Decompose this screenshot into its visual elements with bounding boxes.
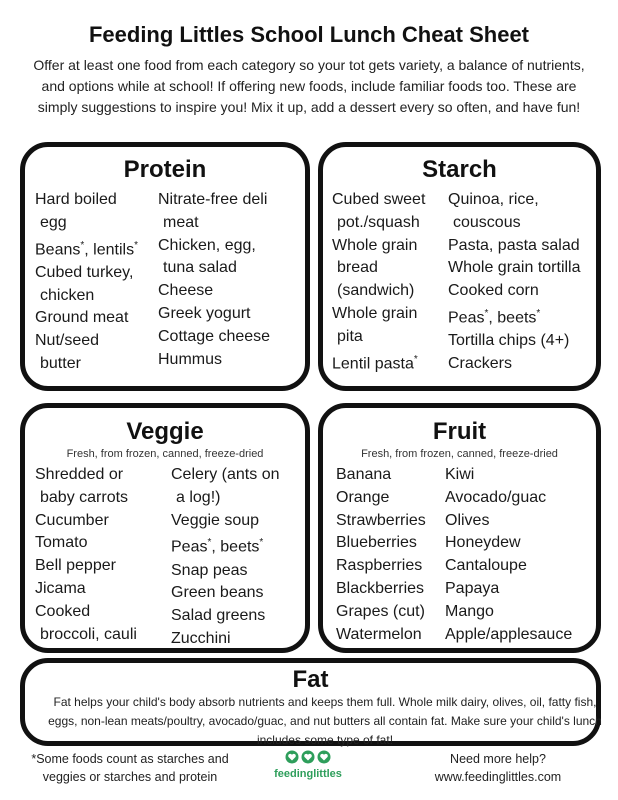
fruit-subtitle: Fresh, from frozen, canned, freeze-dried: [361, 448, 558, 460]
veggie-list-left: [35, 464, 137, 646]
heart-icon: [285, 750, 299, 764]
logo-text: feedinglittles: [274, 768, 342, 780]
fruit-box: [318, 403, 601, 653]
list-item: Celery (ants on: [171, 466, 280, 483]
list-item: Cucumber: [35, 511, 109, 529]
list-item-continuation: pita: [337, 327, 363, 345]
intro-text: Offer at least one food from each category so your tot gets variety, a balance of nutrients, and options while at school! If offering new foods, include familiar foods too. These are simply suggestions to inspire you! Mix it up, add a dessert every so often, and have fun!: [33, 57, 585, 115]
list-item: Olives: [445, 511, 490, 529]
fruit-title: Fruit: [432, 418, 487, 445]
list-item-continuation: baby carrots: [40, 488, 129, 506]
help-block: [398, 750, 598, 786]
list-item: Green beans: [171, 584, 264, 602]
list-item: Cantaloupe: [445, 557, 527, 575]
website-link[interactable]: www.feedinglittles.com: [434, 770, 562, 784]
list-item-continuation: meat: [163, 213, 199, 231]
list-item: Greek yogurt: [158, 304, 251, 322]
heart-icon: [317, 750, 331, 764]
page-title: Feeding Littles School Lunch Cheat Sheet: [88, 22, 530, 47]
protein-title: Protein: [123, 156, 207, 183]
list-item: Orange: [336, 488, 390, 506]
starch-box: [318, 142, 601, 391]
logo-icons: [268, 750, 348, 766]
veggie-box: [20, 403, 310, 653]
list-item: Raspberries: [336, 557, 423, 575]
fruit-list-right: [445, 464, 572, 646]
list-item-continuation: a log!): [176, 488, 221, 506]
list-item: Blackberries: [336, 579, 425, 597]
list-item: Whole grain: [332, 236, 418, 254]
list-item: Cubed turkey,: [35, 263, 134, 281]
list-item: Grapes (cut): [336, 602, 425, 620]
list-item: Honeydew: [445, 534, 521, 552]
list-item-continuation: bread: [337, 259, 378, 277]
list-item: Quinoa, rice,: [448, 191, 539, 208]
list-item: Cubed sweet: [332, 191, 426, 208]
list-item-continuation: pot./squash: [337, 213, 420, 231]
list-item: Kiwi: [445, 466, 475, 483]
protein-box: [20, 142, 310, 391]
list-item: Snap peas: [171, 561, 248, 579]
list-item: Whole grain tortilla: [448, 259, 581, 277]
list-item: Banana: [336, 466, 392, 483]
list-item: Bell pepper: [35, 557, 116, 575]
list-item: Avocado/guac: [445, 488, 547, 506]
list-item: Jicama: [35, 579, 86, 597]
list-item: Salad greens: [171, 607, 266, 625]
list-item: Nut/seed: [35, 332, 100, 350]
heart-icon: [301, 750, 315, 764]
list-item: Pasta, pasta salad: [448, 236, 580, 254]
list-item: Shredded or: [35, 466, 124, 483]
veggie-list-right: [171, 464, 280, 651]
help-question: Need more help?: [450, 752, 546, 766]
veggie-subtitle: Fresh, from frozen, canned, freeze-dried: [66, 448, 264, 460]
list-item: Chicken, egg,: [158, 236, 256, 254]
list-item: Papaya: [445, 579, 500, 597]
list-item-continuation: egg: [40, 213, 67, 231]
list-item: Apple/applesauce: [445, 625, 573, 643]
fat-box: [20, 658, 601, 746]
list-item: Beans*, lentils*: [35, 239, 138, 258]
list-item: Zucchini: [171, 629, 231, 647]
fat-title: Fat: [292, 666, 329, 693]
list-item: Cottage cheese: [158, 327, 271, 345]
list-item: Ground meat: [35, 309, 129, 327]
list-item: Veggie soup: [171, 511, 260, 529]
fruit-list-left: [336, 464, 426, 646]
starch-title: Starch: [422, 156, 497, 183]
list-item-continuation: chicken: [40, 286, 95, 304]
list-item-continuation: butter: [40, 354, 81, 372]
list-item: Cheese: [158, 282, 214, 300]
fat-text: Fat helps your child's body absorb nutrients and keeps them full. Whole milk dairy, olives, oil, fatty fish, eggs, non-lean meats/poultry, avocado/guac, and nut butters all contain fat. Make sure your child's lunch includes some type of fat!: [48, 695, 602, 747]
list-item: Tortilla chips (4+): [448, 332, 570, 350]
list-item: Watermelon: [336, 625, 422, 643]
list-item: Mango: [445, 602, 494, 620]
protein-list-right: [158, 189, 270, 371]
feedinglittles-logo: [268, 750, 348, 782]
list-item: Hummus: [158, 350, 223, 368]
list-item: Peas*, beets*: [171, 537, 264, 556]
list-item: Cooked: [35, 602, 91, 620]
list-item: Lentil pasta*: [332, 353, 418, 372]
veggie-title: Veggie: [126, 418, 204, 445]
starch-list-right: [448, 189, 581, 376]
list-item: Nitrate-free deli: [158, 191, 268, 208]
list-item-continuation: broccoli, cauli: [40, 625, 137, 643]
list-item: Cooked corn: [448, 282, 539, 300]
list-item: Crackers: [448, 354, 513, 372]
starch-list-left: [332, 189, 425, 376]
list-item: Peas*, beets*: [448, 307, 541, 327]
list-item: Strawberries: [336, 511, 426, 529]
list-item: Tomato: [35, 534, 88, 552]
list-item-continuation: couscous: [453, 213, 521, 231]
list-item-continuation: (sandwich): [337, 282, 415, 300]
list-item: Hard boiled: [35, 191, 117, 208]
footnote: *Some foods count as starches and veggies or starches and protein: [31, 752, 229, 784]
list-item: Blueberries: [336, 534, 417, 552]
list-item: Whole grain: [332, 304, 418, 322]
protein-list-left: [35, 189, 138, 376]
list-item-continuation: tuna salad: [163, 259, 237, 277]
